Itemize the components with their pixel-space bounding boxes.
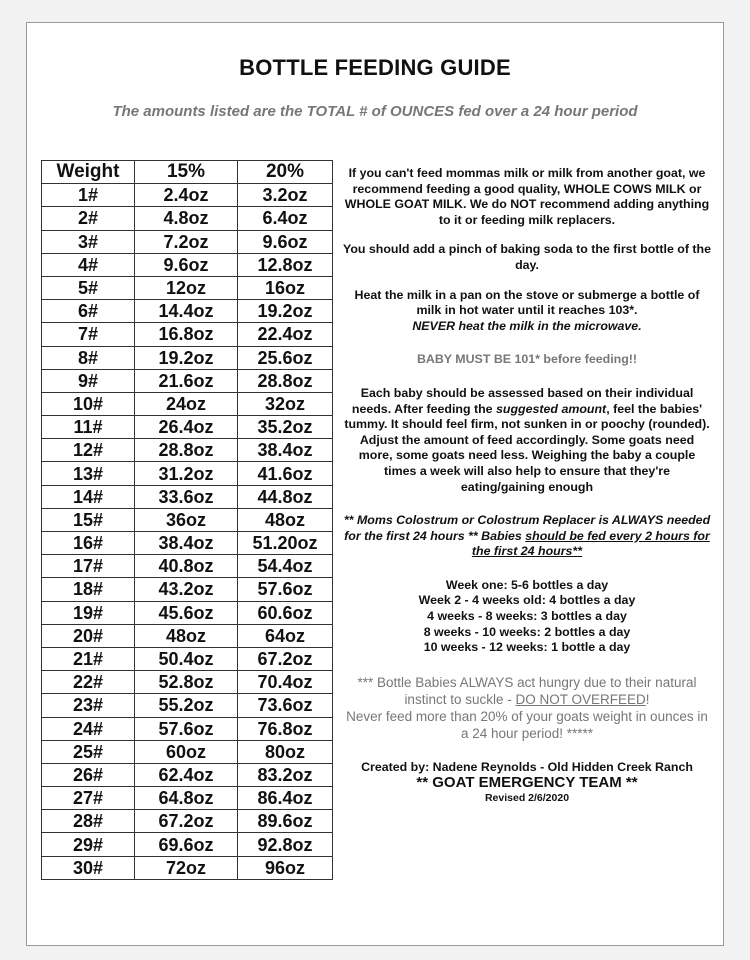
ounces-20-cell: 64oz [238, 624, 333, 647]
table-row [42, 740, 333, 763]
weight-cell: 19# [42, 601, 135, 624]
ounces-20-cell: 54.4oz [238, 555, 333, 578]
assess-part-2: , feel the babies' tummy. It should feel firm, not sunken in or poochy (rounded). Adjust the amount of feed accordingly. Some goats need more, some goats need less. Weighing the baby a couple times a week will also help to ensure that they're eating/gaining enough [344, 401, 710, 494]
table-row [42, 856, 333, 879]
ounces-15-cell: 48oz [135, 624, 238, 647]
ounces-20-cell: 16oz [238, 276, 333, 299]
milk-types: WHOLE COWS MILK or WHOLE GOAT MILK [344, 181, 702, 212]
table-row [42, 624, 333, 647]
weight-cell: 10# [42, 392, 135, 415]
table-row [42, 369, 333, 392]
weight-cell: 12# [42, 439, 135, 462]
ounces-20-cell: 22.4oz [238, 323, 333, 346]
ounces-20-cell: 89.6oz [238, 810, 333, 833]
ounces-20-cell: 48oz [238, 508, 333, 531]
weight-cell: 8# [42, 346, 135, 369]
table-header-row [42, 161, 333, 184]
weight-cell: 6# [42, 300, 135, 323]
ounces-15-cell: 64.8oz [135, 787, 238, 810]
ounces-15-cell: 24oz [135, 392, 238, 415]
ounces-15-cell: 26.4oz [135, 416, 238, 439]
ounces-15-cell: 40.8oz [135, 555, 238, 578]
ounces-20-cell: 83.2oz [238, 763, 333, 786]
weight-cell: 9# [42, 369, 135, 392]
ounces-20-cell: 76.8oz [238, 717, 333, 740]
table-row [42, 253, 333, 276]
ounces-15-cell: 19.2oz [135, 346, 238, 369]
weight-cell: 5# [42, 276, 135, 299]
ounces-15-cell: 2.4oz [135, 184, 238, 207]
table-row [42, 439, 333, 462]
table-row [42, 555, 333, 578]
ounces-20-cell: 70.4oz [238, 671, 333, 694]
max-feed-note: Never feed more than 20% of your goats weight in ounces in a 24 hour period! ***** [346, 708, 708, 741]
weight-cell: 4# [42, 253, 135, 276]
milk-recommendation [342, 166, 712, 228]
table-row [42, 787, 333, 810]
milk-outro: . We do NOT recommend adding anything to it or feeding milk replacers. [438, 197, 710, 227]
schedule-item: 4 weeks - 8 weeks: 3 bottles a day [427, 609, 627, 624]
weight-cell: 11# [42, 416, 135, 439]
ounces-15-cell: 72oz [135, 856, 238, 879]
ounces-15-cell: 31.2oz [135, 462, 238, 485]
ounces-15-cell: 28.8oz [135, 439, 238, 462]
ounces-20-cell: 41.6oz [238, 462, 333, 485]
weight-cell: 18# [42, 578, 135, 601]
table-row [42, 532, 333, 555]
do-not-overfeed: DO NOT OVERFEED [515, 691, 646, 707]
schedule-item: 8 weeks - 10 weeks: 2 bottles a day [423, 624, 631, 639]
table-body [42, 184, 333, 880]
ounces-15-cell: 57.6oz [135, 717, 238, 740]
ounces-15-cell: 43.2oz [135, 578, 238, 601]
milk-intro: If you can't feed mommas milk or milk from another goat, we recommend feeding a good quality, [348, 166, 706, 196]
ounces-20-cell: 3.2oz [238, 184, 333, 207]
ounces-15-cell: 21.6oz [135, 369, 238, 392]
table-row [42, 763, 333, 786]
table-row [42, 508, 333, 531]
assess-suggested-amount: suggested amount [496, 401, 607, 416]
table-row [42, 833, 333, 856]
assessment-note [342, 386, 712, 495]
ounces-20-cell: 35.2oz [238, 416, 333, 439]
ounces-20-cell: 73.6oz [238, 694, 333, 717]
weight-cell: 27# [42, 787, 135, 810]
ounces-20-cell: 57.6oz [238, 578, 333, 601]
feeding-notes [342, 166, 712, 807]
weight-cell: 2# [42, 207, 135, 230]
weight-cell: 26# [42, 763, 135, 786]
weight-cell: 23# [42, 694, 135, 717]
ounces-20-cell: 28.8oz [238, 369, 333, 392]
ounces-15-cell: 4.8oz [135, 207, 238, 230]
table-row [42, 647, 333, 670]
weight-cell: 17# [42, 555, 135, 578]
microwave-warning: NEVER heat the milk in the microwave. [412, 318, 642, 333]
ounces-15-cell: 36oz [135, 508, 238, 531]
ounces-15-cell: 33.6oz [135, 485, 238, 508]
ounces-15-cell: 9.6oz [135, 253, 238, 276]
ounces-20-cell: 12.8oz [238, 253, 333, 276]
ounces-15-cell: 45.6oz [135, 601, 238, 624]
weight-cell: 13# [42, 462, 135, 485]
ounces-20-cell: 9.6oz [238, 230, 333, 253]
ounces-15-cell: 50.4oz [135, 647, 238, 670]
ounces-20-cell: 67.2oz [238, 647, 333, 670]
table-row [42, 810, 333, 833]
weight-cell: 24# [42, 717, 135, 740]
page-subtitle: The amounts listed are the TOTAL # of OUNCES fed over a 24 hour period [112, 103, 638, 120]
ounces-20-cell: 19.2oz [238, 300, 333, 323]
table-row [42, 462, 333, 485]
ounces-20-cell: 44.8oz [238, 485, 333, 508]
ounces-20-cell: 86.4oz [238, 787, 333, 810]
weight-cell: 1# [42, 184, 135, 207]
schedule-item: Week one: 5-6 bottles a day [445, 577, 609, 592]
baby-temperature-note: BABY MUST BE 101* before feeding!! [416, 352, 638, 367]
ounces-15-cell: 69.6oz [135, 833, 238, 856]
header-20-percent: 20% [238, 161, 333, 184]
table-row [42, 578, 333, 601]
baking-soda-note: You should add a pinch of baking soda to the first bottle of the day. [342, 242, 712, 272]
ounces-15-cell: 52.8oz [135, 671, 238, 694]
weight-cell: 3# [42, 230, 135, 253]
weight-cell: 29# [42, 833, 135, 856]
weight-cell: 28# [42, 810, 135, 833]
ounces-15-cell: 55.2oz [135, 694, 238, 717]
table-row [42, 671, 333, 694]
table-row [42, 323, 333, 346]
created-by: Created by: Nadene Reynolds - Old Hidden Creek Ranch [361, 759, 693, 774]
page-title: BOTTLE FEEDING GUIDE [239, 55, 511, 80]
ounces-20-cell: 25.6oz [238, 346, 333, 369]
weight-cell: 7# [42, 323, 135, 346]
table-row [42, 207, 333, 230]
bottle-schedule [342, 578, 712, 656]
ounces-15-cell: 14.4oz [135, 300, 238, 323]
ounces-20-cell: 80oz [238, 740, 333, 763]
table-row [42, 184, 333, 207]
colostrum-note [342, 513, 712, 560]
ounces-15-cell: 38.4oz [135, 532, 238, 555]
schedule-item: Week 2 - 4 weeks old: 4 bottles a day [418, 593, 636, 608]
table-row [42, 230, 333, 253]
colostrum-part-1: ** Moms Colostrum or Colostrum Replacer is ALWAYS needed for the first 24 hours ** Babies [343, 513, 711, 543]
table-row [42, 717, 333, 740]
table-row [42, 601, 333, 624]
table-row [42, 346, 333, 369]
ounces-20-cell: 92.8oz [238, 833, 333, 856]
ounces-15-cell: 7.2oz [135, 230, 238, 253]
header-15-percent: 15% [135, 161, 238, 184]
assess-part-1: Each baby should be assessed based on their individual needs. After feeding the [351, 385, 694, 416]
table-row [42, 485, 333, 508]
table-row [42, 300, 333, 323]
ounces-15-cell: 60oz [135, 740, 238, 763]
ounces-15-cell: 67.2oz [135, 810, 238, 833]
ounces-20-cell: 32oz [238, 392, 333, 415]
ounces-15-cell: 16.8oz [135, 323, 238, 346]
weight-cell: 30# [42, 856, 135, 879]
schedule-item: 10 weeks - 12 weeks: 1 bottle a day [423, 640, 631, 655]
hungry-part-1: *** Bottle Babies ALWAYS act hungry due to their natural instinct to suckle - [357, 674, 697, 707]
ounces-15-cell: 62.4oz [135, 763, 238, 786]
ounces-20-cell: 96oz [238, 856, 333, 879]
weight-cell: 22# [42, 671, 135, 694]
hungry-note [342, 674, 712, 708]
weight-cell: 25# [42, 740, 135, 763]
weight-cell: 21# [42, 647, 135, 670]
goat-emergency-team: ** GOAT EMERGENCY TEAM ** [416, 774, 638, 792]
header-weight: Weight [42, 161, 135, 184]
table-row [42, 392, 333, 415]
ounces-20-cell: 38.4oz [238, 439, 333, 462]
table-row [42, 276, 333, 299]
feeding-guide-sheet [26, 22, 724, 946]
table-row [42, 416, 333, 439]
ounces-20-cell: 6.4oz [238, 207, 333, 230]
weight-cell: 14# [42, 485, 135, 508]
feeding-table [41, 160, 333, 880]
ounces-20-cell: 60.6oz [238, 601, 333, 624]
ounces-20-cell: 51.20oz [238, 532, 333, 555]
table-row [42, 694, 333, 717]
hungry-part-2: ! [645, 691, 650, 707]
heat-milk-note: Heat the milk in a pan on the stove or submerge a bottle of milk in hot water until it reaches 103*. [354, 287, 700, 318]
weight-cell: 20# [42, 624, 135, 647]
weight-cell: 16# [42, 532, 135, 555]
colostrum-part-2: should be fed every 2 hours for the first 24 hours** [471, 528, 710, 559]
weight-cell: 15# [42, 508, 135, 531]
revised-date: Revised 2/6/2020 [484, 792, 570, 805]
ounces-15-cell: 12oz [135, 276, 238, 299]
